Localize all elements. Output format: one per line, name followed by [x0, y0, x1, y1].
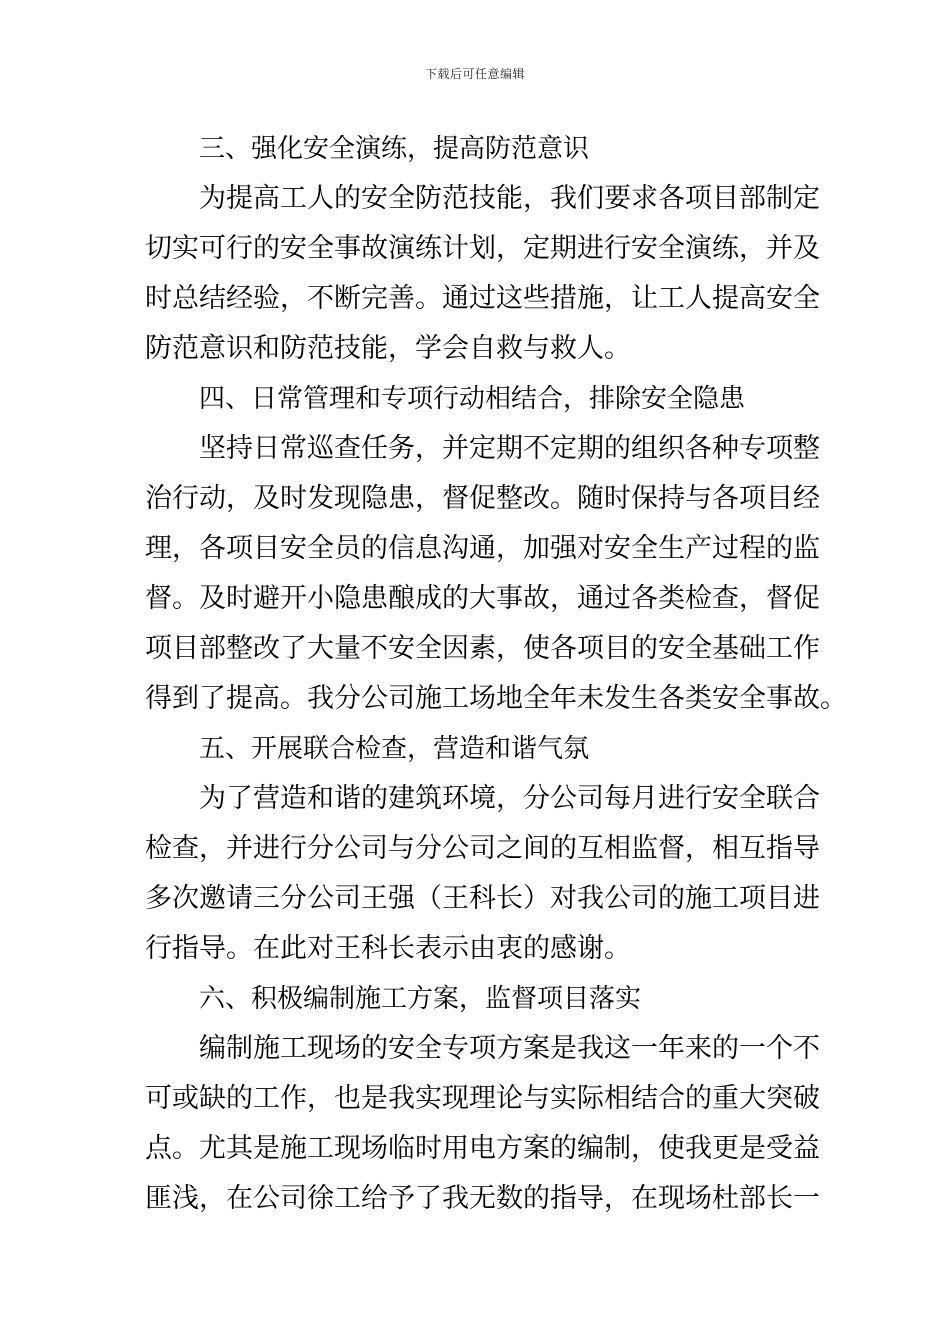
paragraph-line: 可或缺的工作，也是我实现理论与实际相结合的重大突破: [145, 1083, 820, 1114]
paragraph-line: 切实可行的安全事故演练计划，定期进行安全演练，并及: [145, 233, 820, 264]
paragraph-line: 点。尤其是施工现场临时用电方案的编制，使我更是受益: [145, 1133, 820, 1164]
paragraph-line: 检查，并进行分公司与分公司之间的互相监督，相互指导: [145, 833, 820, 864]
paragraph-line: 编制施工现场的安全专项方案是我这一年来的一个不: [199, 1033, 820, 1064]
paragraph-line: 为了营造和谐的建筑环境，分公司每月进行安全联合: [199, 783, 820, 814]
paragraph-line: 匪浅，在公司徐工给予了我无数的指导，在现场杜部长一: [145, 1183, 820, 1214]
section-heading: 三、强化安全演练，提高防范意识: [199, 134, 590, 164]
paragraph-line: 时总结经验，不断完善。通过这些措施，让工人提高安全: [145, 283, 820, 314]
paragraph-line: 治行动，及时发现隐患，督促整改。随时保持与各项目经: [145, 483, 820, 514]
document-body: [145, 124, 847, 1224]
paragraph-line: 多次邀请三分公司王强（王科长）对我公司的施工项目进: [145, 883, 820, 914]
paragraph-line: 坚持日常巡查任务，并定期不定期的组织各种专项整: [199, 433, 820, 464]
paragraph-line: 为提高工人的安全防范技能，我们要求各项目部制定: [199, 183, 820, 214]
section-heading: 六、积极编制施工方案，监督项目落实: [199, 984, 642, 1014]
page-header: 下载后可任意编辑: [424, 67, 525, 81]
section-heading: 四、日常管理和专项行动相结合，排除安全隐患: [199, 384, 746, 414]
paragraph-line: 督。及时避开小隐患酿成的大事故，通过各类检查，督促: [145, 583, 820, 614]
paragraph-line: 项目部整改了大量不安全因素，使各项目的安全基础工作: [145, 633, 820, 664]
paragraph-line: 行指导。在此对王科长表示由衷的感谢。: [145, 933, 631, 964]
section-heading: 五、开展联合检查，营造和谐气氛: [199, 734, 590, 764]
paragraph-line: 得到了提高。我分公司施工场地全年未发生各类安全事故。: [145, 683, 847, 714]
paragraph-line: 理，各项目安全员的信息沟通，加强对安全生产过程的监: [145, 533, 820, 564]
paragraph-line: 防范意识和防范技能，学会自救与救人。: [145, 333, 631, 364]
